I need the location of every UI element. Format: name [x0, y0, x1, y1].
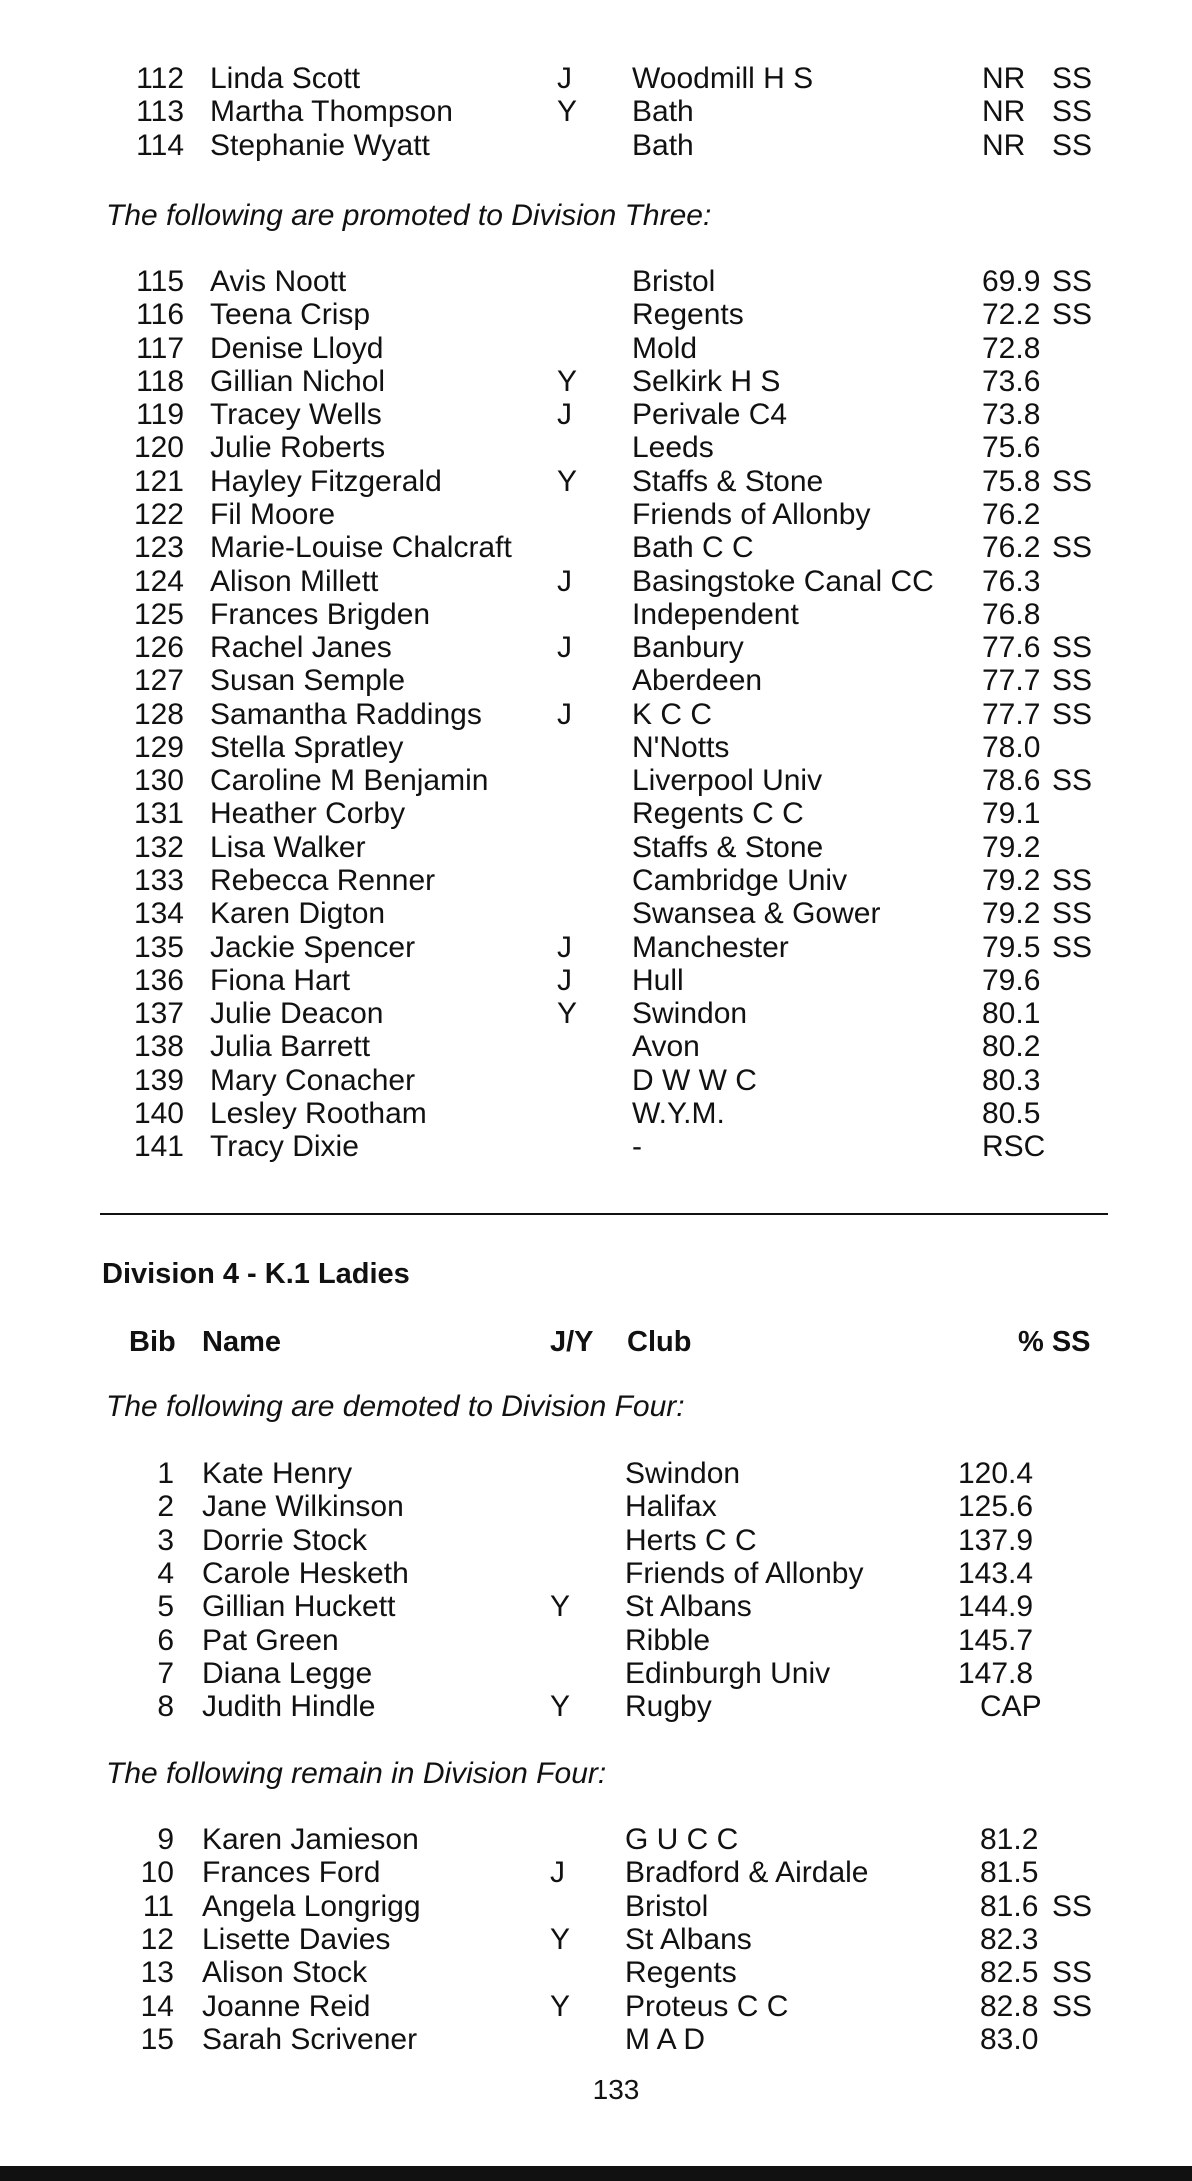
athlete-name: Diana Legge [202, 1657, 373, 1690]
ss-marker: SS [1052, 298, 1093, 331]
bib-number: 128 [133, 698, 184, 731]
bib-number: 141 [133, 1130, 184, 1163]
bib-number: 113 [136, 95, 184, 128]
club-name: N'Notts [632, 731, 730, 764]
athlete-name: Fil Moore [210, 498, 336, 531]
percent-score: 145.7 [958, 1624, 1034, 1657]
percent-score: NR [982, 95, 1026, 128]
club-name: Bath [632, 129, 694, 162]
result-row [0, 1956, 1192, 1990]
athlete-name: Julie Roberts [210, 431, 386, 464]
bib-number: 135 [133, 931, 184, 964]
column-header-bib: Bib [129, 1326, 176, 1358]
bib-number: 114 [136, 129, 184, 162]
percent-score: 137.9 [958, 1524, 1034, 1557]
column-header-score: % SS [1018, 1326, 1091, 1358]
athlete-name: Alison Millett [210, 565, 379, 598]
junior-youth-flag: J [557, 698, 572, 731]
bib-number: 123 [133, 531, 184, 564]
percent-score: 83.0 [980, 2023, 1039, 2056]
result-row [0, 398, 1192, 432]
junior-youth-flag: Y [557, 997, 578, 1030]
ss-marker: SS [1052, 764, 1093, 797]
athlete-name: Pat Green [202, 1624, 339, 1657]
ss-marker: SS [1052, 129, 1093, 162]
column-header-club: Club [627, 1326, 692, 1358]
athlete-name: Martha Thompson [210, 95, 453, 128]
club-name: Perivale C4 [632, 398, 788, 431]
athlete-name: Dorrie Stock [202, 1524, 368, 1557]
athlete-name: Jane Wilkinson [202, 1490, 404, 1523]
bib-number: 134 [133, 897, 184, 930]
percent-score: 79.6 [982, 964, 1041, 997]
athlete-name: Rachel Janes [210, 631, 392, 664]
club-name: Halifax [625, 1490, 717, 1523]
bib-number: 4 [157, 1557, 174, 1590]
bib-number: 7 [157, 1657, 174, 1690]
club-name: Proteus C C [625, 1990, 789, 2023]
result-row [0, 1490, 1192, 1524]
athlete-name: Frances Brigden [210, 598, 431, 631]
bib-number: 115 [136, 265, 184, 298]
club-name: K C C [632, 698, 713, 731]
result-row [0, 332, 1192, 366]
result-row [0, 1690, 1192, 1724]
result-row [0, 931, 1192, 965]
club-name: Liverpool Univ [632, 764, 823, 797]
junior-youth-flag: J [557, 964, 572, 997]
result-row [0, 365, 1192, 399]
club-name: Bradford & Airdale [625, 1856, 869, 1889]
ss-marker: SS [1052, 62, 1093, 95]
club-name: Staffs & Stone [632, 831, 824, 864]
junior-youth-flag: J [557, 62, 572, 95]
bib-number: 132 [133, 831, 184, 864]
bib-number: 139 [133, 1064, 184, 1097]
result-row [0, 1097, 1192, 1131]
club-name: Swindon [632, 997, 748, 1030]
percent-score: 77.7 [982, 664, 1041, 697]
club-name: Bristol [632, 265, 716, 298]
section-divider [100, 1213, 1108, 1215]
ss-marker: SS [1052, 897, 1093, 930]
result-row [0, 598, 1192, 632]
athlete-name: Carole Hesketh [202, 1557, 409, 1590]
bib-number: 136 [133, 964, 184, 997]
bib-number: 137 [133, 997, 184, 1030]
club-name: Mold [632, 332, 698, 365]
percent-score: 80.1 [982, 997, 1041, 1030]
bib-number: 15 [140, 2023, 174, 2056]
result-row [0, 1457, 1192, 1491]
junior-youth-flag: Y [550, 1590, 571, 1623]
club-name: Basingstoke Canal CC [632, 565, 934, 598]
column-header-jy: J/Y [550, 1326, 594, 1358]
percent-score: 73.6 [982, 365, 1041, 398]
club-name: Woodmill H S [632, 62, 814, 95]
club-name: Swindon [625, 1457, 741, 1490]
bib-number: 112 [136, 62, 184, 95]
club-name: D W W C [632, 1064, 757, 1097]
result-row [0, 1590, 1192, 1624]
division-title: Division 4 - K.1 Ladies [102, 1258, 410, 1290]
result-row [0, 964, 1192, 998]
percent-score: 82.3 [980, 1923, 1039, 1956]
percent-score: RSC [982, 1130, 1046, 1163]
bib-number: 117 [136, 332, 184, 365]
percent-score: 76.2 [982, 531, 1041, 564]
bib-number: 129 [133, 731, 184, 764]
percent-score: 80.5 [982, 1097, 1041, 1130]
club-name: Friends of Allonby [632, 498, 871, 531]
ss-marker: SS [1052, 864, 1093, 897]
club-name: Regents [625, 1956, 737, 1989]
athlete-name: Susan Semple [210, 664, 406, 697]
club-name: Leeds [632, 431, 714, 464]
junior-youth-flag: J [550, 1856, 565, 1889]
bib-number: 5 [157, 1590, 174, 1623]
result-row [0, 764, 1192, 798]
bib-number: 10 [140, 1856, 174, 1889]
bib-number: 124 [133, 565, 184, 598]
athlete-name: Tracy Dixie [210, 1130, 359, 1163]
club-name: Staffs & Stone [632, 465, 824, 498]
result-row [0, 1990, 1192, 2024]
percent-score: NR [982, 129, 1026, 162]
result-row [0, 2023, 1192, 2057]
percent-score: CAP [980, 1690, 1042, 1723]
bib-number: 11 [142, 1890, 174, 1923]
athlete-name: Tracey Wells [210, 398, 382, 431]
athlete-name: Gillian Huckett [202, 1590, 396, 1623]
percent-score: 79.2 [982, 831, 1041, 864]
percent-score: 76.2 [982, 498, 1041, 531]
bib-number: 12 [140, 1923, 174, 1956]
percent-score: 82.8 [980, 1990, 1039, 2023]
club-name: Avon [632, 1030, 700, 1063]
bib-number: 130 [133, 764, 184, 797]
percent-score: 82.5 [980, 1956, 1039, 1989]
athlete-name: Julie Deacon [210, 997, 384, 1030]
club-name: Bath C C [632, 531, 754, 564]
result-row [0, 1657, 1192, 1691]
athlete-name: Stephanie Wyatt [210, 129, 430, 162]
club-name: Herts C C [625, 1524, 757, 1557]
ss-marker: SS [1052, 95, 1093, 128]
club-name: Selkirk H S [632, 365, 781, 398]
page-bottom-edge [0, 2166, 1192, 2181]
club-name: St Albans [625, 1923, 752, 1956]
athlete-name: Jackie Spencer [210, 931, 416, 964]
bib-number: 118 [136, 365, 184, 398]
percent-score: 79.2 [982, 897, 1041, 930]
athlete-name: Samantha Raddings [210, 698, 482, 731]
result-row [0, 1856, 1192, 1890]
result-row [0, 498, 1192, 532]
percent-score: 77.6 [982, 631, 1041, 664]
athlete-name: Fiona Hart [210, 964, 351, 997]
junior-youth-flag: J [557, 565, 572, 598]
club-name: Rugby [625, 1690, 712, 1723]
bib-number: 3 [157, 1524, 174, 1557]
athlete-name: Mary Conacher [210, 1064, 416, 1097]
bib-number: 140 [133, 1097, 184, 1130]
junior-youth-flag: Y [557, 95, 578, 128]
percent-score: 81.2 [980, 1823, 1039, 1856]
athlete-name: Judith Hindle [202, 1690, 376, 1723]
result-row [0, 1524, 1192, 1558]
percent-score: 75.8 [982, 465, 1041, 498]
club-name: St Albans [625, 1590, 752, 1623]
junior-youth-flag: Y [550, 1690, 571, 1723]
percent-score: 125.6 [958, 1490, 1034, 1523]
percent-score: 79.2 [982, 864, 1041, 897]
bib-number: 13 [140, 1956, 174, 1989]
club-name: - [632, 1130, 642, 1163]
percent-score: NR [982, 62, 1026, 95]
percent-score: 80.2 [982, 1030, 1041, 1063]
athlete-name: Alison Stock [202, 1956, 368, 1989]
club-name: G U C C [625, 1823, 739, 1856]
athlete-name: Rebecca Renner [210, 864, 436, 897]
percent-score: 72.8 [982, 332, 1041, 365]
bib-number: 133 [133, 864, 184, 897]
result-row [0, 565, 1192, 599]
athlete-name: Denise Lloyd [210, 332, 384, 365]
result-row [0, 95, 1192, 129]
result-row [0, 62, 1192, 96]
bib-number: 127 [133, 664, 184, 697]
bib-number: 116 [136, 298, 184, 331]
athlete-name: Stella Spratley [210, 731, 404, 764]
bib-number: 119 [136, 398, 184, 431]
bib-number: 1 [157, 1457, 174, 1490]
percent-score: 73.8 [982, 398, 1041, 431]
result-row [0, 1923, 1192, 1957]
percent-score: 81.5 [980, 1856, 1039, 1889]
bib-number: 2 [157, 1490, 174, 1523]
athlete-name: Lisa Walker [210, 831, 366, 864]
club-name: Hull [632, 964, 684, 997]
percent-score: 75.6 [982, 431, 1041, 464]
athlete-name: Sarah Scrivener [202, 2023, 418, 2056]
ss-marker: SS [1052, 664, 1093, 697]
club-name: Cambridge Univ [632, 864, 848, 897]
percent-score: 120.4 [958, 1457, 1034, 1490]
club-name: Regents C C [632, 797, 804, 830]
result-row [0, 831, 1192, 865]
bib-number: 120 [133, 431, 184, 464]
athlete-name: Karen Digton [210, 897, 386, 930]
result-row [0, 1624, 1192, 1658]
bib-number: 122 [133, 498, 184, 531]
percent-score: 80.3 [982, 1064, 1041, 1097]
athlete-name: Karen Jamieson [202, 1823, 419, 1856]
club-name: Swansea & Gower [632, 897, 881, 930]
result-row [0, 731, 1192, 765]
bib-number: 121 [133, 465, 184, 498]
percent-score: 143.4 [958, 1557, 1034, 1590]
athlete-name: Angela Longrigg [202, 1890, 421, 1923]
ss-marker: SS [1052, 1956, 1093, 1989]
percent-score: 81.6 [980, 1890, 1039, 1923]
ss-marker: SS [1052, 1890, 1093, 1923]
result-row [0, 298, 1192, 332]
result-row [0, 997, 1192, 1031]
bib-number: 6 [157, 1624, 174, 1657]
junior-youth-flag: Y [550, 1990, 571, 2023]
athlete-name: Gillian Nichol [210, 365, 386, 398]
result-row [0, 1030, 1192, 1064]
club-name: Ribble [625, 1624, 711, 1657]
athlete-name: Heather Corby [210, 797, 406, 830]
percent-score: 78.0 [982, 731, 1041, 764]
result-row [0, 531, 1192, 565]
athlete-name: Caroline M Benjamin [210, 764, 489, 797]
club-name: Regents [632, 298, 744, 331]
percent-score: 79.1 [982, 797, 1041, 830]
result-row [0, 897, 1192, 931]
result-row [0, 1557, 1192, 1591]
bib-number: 8 [157, 1690, 174, 1723]
athlete-name: Marie-Louise Chalcraft [210, 531, 512, 564]
club-name: Edinburgh Univ [625, 1657, 831, 1690]
result-row [0, 698, 1192, 732]
club-name: Bath [632, 95, 694, 128]
percent-score: 79.5 [982, 931, 1041, 964]
result-row [0, 129, 1192, 163]
junior-youth-flag: J [557, 931, 572, 964]
result-row [0, 265, 1192, 299]
result-row [0, 1130, 1192, 1164]
athlete-name: Frances Ford [202, 1856, 381, 1889]
result-row [0, 1890, 1192, 1924]
club-name: Manchester [632, 931, 789, 964]
column-header-name: Name [202, 1326, 281, 1358]
athlete-name: Lesley Rootham [210, 1097, 427, 1130]
ss-marker: SS [1052, 1990, 1093, 2023]
athlete-name: Joanne Reid [202, 1990, 371, 2023]
percent-score: 147.8 [958, 1657, 1034, 1690]
club-name: Aberdeen [632, 664, 763, 697]
page-number: 133 [592, 2074, 640, 2105]
percent-score: 78.6 [982, 764, 1041, 797]
athlete-name: Teena Crisp [210, 298, 371, 331]
athlete-name: Julia Barrett [210, 1030, 371, 1063]
bib-number: 14 [140, 1990, 174, 2023]
percent-score: 72.2 [982, 298, 1041, 331]
result-row [0, 797, 1192, 831]
athlete-name: Avis Noott [210, 265, 347, 298]
athlete-name: Lisette Davies [202, 1923, 391, 1956]
result-row [0, 664, 1192, 698]
result-row [0, 1064, 1192, 1098]
percent-score: 69.9 [982, 265, 1041, 298]
junior-youth-flag: Y [550, 1923, 571, 1956]
club-name: Independent [632, 598, 799, 631]
bib-number: 131 [133, 797, 184, 830]
promoted-note: The following are promoted to Division Three: [106, 199, 712, 232]
athlete-name: Linda Scott [210, 62, 361, 95]
junior-youth-flag: J [557, 398, 572, 431]
ss-marker: SS [1052, 265, 1093, 298]
demoted-note: The following are demoted to Division Four: [106, 1390, 685, 1423]
bib-number: 125 [133, 598, 184, 631]
remain-note: The following remain in Division Four: [106, 1757, 607, 1790]
result-row [0, 431, 1192, 465]
result-row [0, 631, 1192, 665]
ss-marker: SS [1052, 698, 1093, 731]
club-name: W.Y.M. [632, 1097, 725, 1130]
percent-score: 76.8 [982, 598, 1041, 631]
athlete-name: Hayley Fitzgerald [210, 465, 442, 498]
ss-marker: SS [1052, 631, 1093, 664]
junior-youth-flag: Y [557, 365, 578, 398]
percent-score: 144.9 [958, 1590, 1034, 1623]
junior-youth-flag: Y [557, 465, 578, 498]
club-name: Bristol [625, 1890, 709, 1923]
result-row [0, 465, 1192, 499]
club-name: M A D [625, 2023, 706, 2056]
ss-marker: SS [1052, 931, 1093, 964]
ss-marker: SS [1052, 465, 1093, 498]
club-name: Friends of Allonby [625, 1557, 864, 1590]
percent-score: 77.7 [982, 698, 1041, 731]
club-name: Banbury [632, 631, 744, 664]
junior-youth-flag: J [557, 631, 572, 664]
athlete-name: Kate Henry [202, 1457, 353, 1490]
result-row [0, 864, 1192, 898]
percent-score: 76.3 [982, 565, 1041, 598]
bib-number: 9 [157, 1823, 174, 1856]
ss-marker: SS [1052, 531, 1093, 564]
bib-number: 138 [133, 1030, 184, 1063]
bib-number: 126 [133, 631, 184, 664]
result-row [0, 1823, 1192, 1857]
